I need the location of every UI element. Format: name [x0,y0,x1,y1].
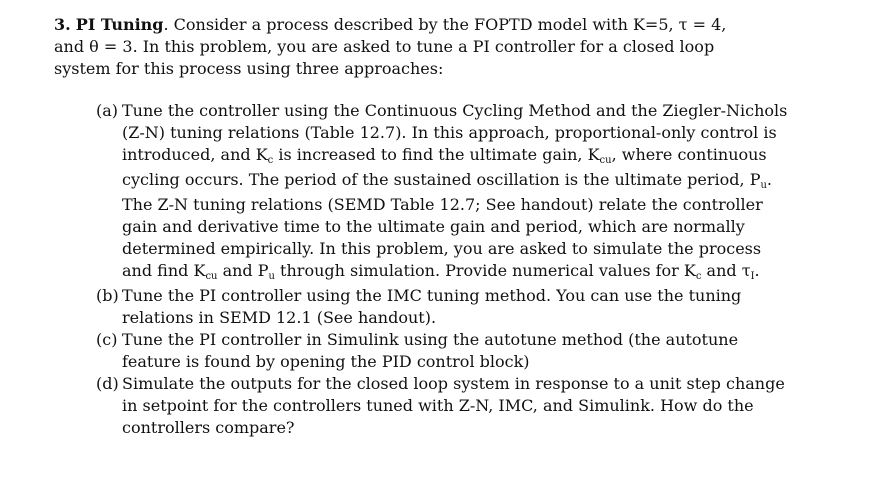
text-segment: through simulation. Provide numerical values for K [274,261,696,280]
subscript: c [695,271,702,282]
part-label: (b) [96,286,119,305]
text-segment: and τ [701,261,751,280]
part-label: (d) [96,374,119,393]
text-segment: and P [217,261,269,280]
subscript: c [267,155,274,166]
problem-intro-text: . Consider a process described by the FOPTD model with K=5, τ = 4, and θ = 3. In this problem, you are asked to tune a PI controller for a closed loop system for this process using three approaches: [54,15,727,78]
subscript: u [760,180,767,191]
part-text [122,100,796,285]
problem-number: 3. [54,15,71,34]
part-a [96,100,796,285]
part-label: (c) [96,330,118,349]
part-d [96,373,796,439]
part-text: Tune the PI controller using the IMC tuning method. You can use the tuning relations in SEMD 12.1 (See handout). [122,286,742,327]
subscript: cu [205,271,218,282]
part-label: (a) [96,101,119,120]
subscript: u [268,271,275,282]
text-segment: , where continuous cycling occurs. The period of the sustained oscillation is the ultimate period, P [122,145,767,189]
part-text: Tune the PI controller in Simulink using the autotune method (the autotune feature is found by opening the PID control block) [122,330,739,371]
subscript: I [750,271,755,282]
problem-parts-list [96,100,796,439]
problem-intro [54,14,744,80]
part-b [96,285,796,329]
part-c [96,329,796,373]
text-segment: . The Z-N tuning relations (SEMD Table 12.7; See handout) relate the controller gain and derivative time to the ultimate gain and period, which are normally determined empirically. In this problem, you are asked to simulate the process and find K [122,170,772,280]
text-segment: Tune the controller using the Continuous Cycling Method and the Ziegler-Nichols (Z-N) tuning relations (Table 12.7). In this approach, proportional-only control is introduced, and K [122,101,788,164]
problem-title: PI Tuning [75,15,164,34]
problem-document [54,14,854,439]
text-segment: is increased to find the ultimate gain, K [273,145,600,164]
part-text: Simulate the outputs for the closed loop system in response to a unit step change in setpoint for the controllers tuned with Z-N, IMC, and Simulink. How do the controllers compare? [122,374,785,437]
text-segment: . [754,261,760,280]
subscript: cu [599,155,612,166]
